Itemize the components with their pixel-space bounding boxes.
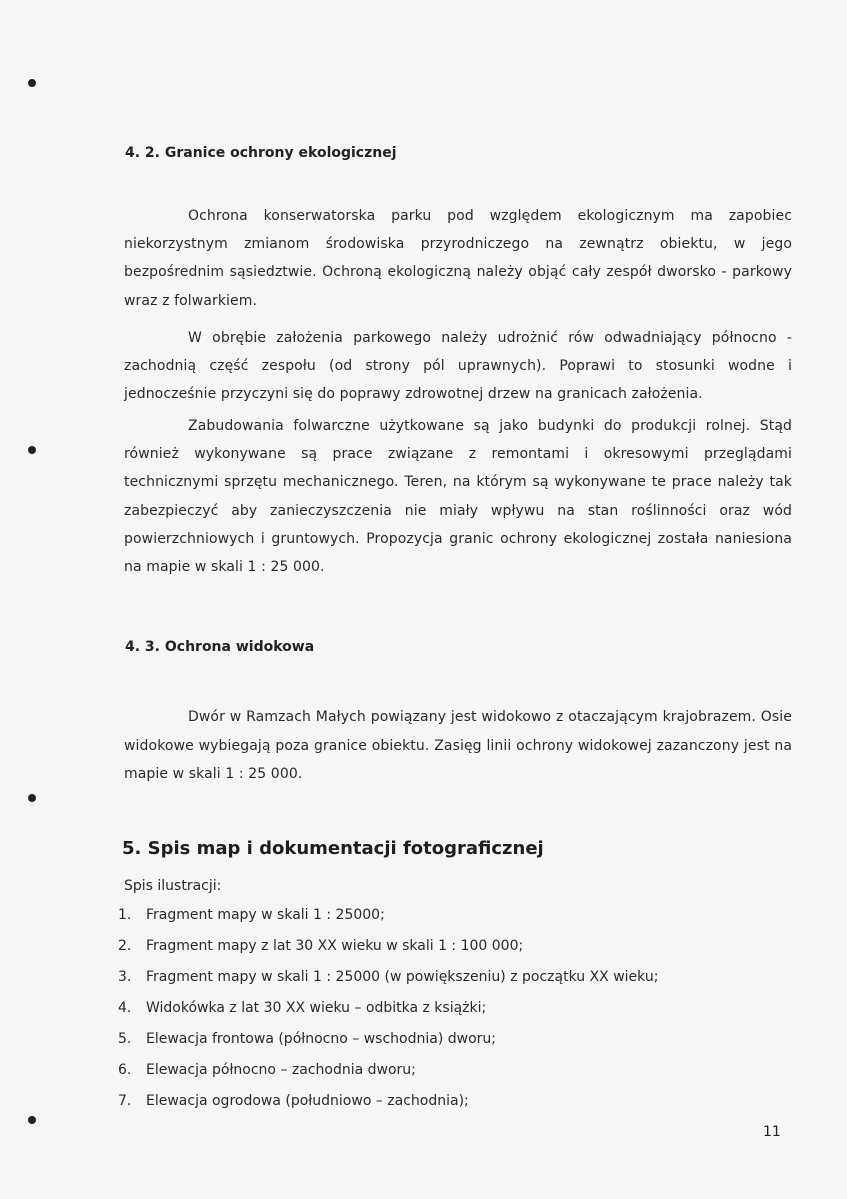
list-item-number: 4. <box>118 1000 132 1016</box>
list-item-text: Elewacja północno – zachodnia dworu; <box>146 1062 416 1078</box>
binder-hole-dot <box>28 794 36 802</box>
illustrations-intro: Spis ilustracji: <box>124 878 222 894</box>
list-item-number: 5. <box>118 1031 132 1047</box>
list-item <box>118 900 658 931</box>
paragraph: Ochrona konserwatorska parku pod względem ekologicznym ma zapobiec niekorzystnym zmianom środowiska przyrodniczego na zewnątrz obiektu, w jego bezpośrednim sąsiedztwie. Ochroną ekologiczną należy objąć cały zespół dworsko - parkowy wraz z folwarkiem. <box>124 208 792 309</box>
list-item-text: Fragment mapy w skali 1 : 25000; <box>146 907 385 923</box>
list-item-text: Fragment mapy w skali 1 : 25000 (w powiększeniu) z początku XX wieku; <box>146 969 659 985</box>
list-item-text: Elewacja frontowa (północno – wschodnia) dworu; <box>146 1031 496 1047</box>
paragraph: Dwór w Ramzach Małych powiązany jest widokowo z otaczającym krajobrazem. Osie widokowe wybiegają poza granice obiektu. Zasięg linii ochrony widokowej zazanczony jest na mapie w skali 1 : 25 000. <box>124 709 792 783</box>
binder-hole-dot <box>28 446 36 454</box>
list-item-text: Elewacja ogrodowa (południowo – zachodnia); <box>146 1093 469 1109</box>
list-item-number: 2. <box>118 938 132 954</box>
binder-hole-dot <box>28 1116 36 1124</box>
list-item-text: Widokówka z lat 30 XX wieku – odbitka z książki; <box>146 1000 487 1016</box>
list-item <box>118 1024 658 1055</box>
list-item-number: 1. <box>118 907 132 923</box>
section-heading-4-3: 4. 3. Ochrona widokowa <box>125 639 315 655</box>
paragraph: Zabudowania folwarczne użytkowane są jako budynki do produkcji rolnej. Stąd również wykonywane są prace związane z remontami i okresowymi przeglądami technicznymi sprzętu mechanicznego. Teren, na którym są wykonywane te prace należy tak zabezpieczyć aby zanieczyszczenia nie miały wpływu na stan roślinności oraz wód powierzchniowych i gruntowych. Propozycja granic ochrony ekologicznej została naniesiona na mapie w skali 1 : 25 000. <box>124 418 792 576</box>
page-number: 11 <box>763 1124 781 1140</box>
list-item-number: 7. <box>118 1093 132 1109</box>
list-item <box>118 931 658 962</box>
illustrations-list <box>118 900 658 1117</box>
binder-hole-dot <box>28 79 36 87</box>
list-item <box>118 993 658 1024</box>
list-item-number: 6. <box>118 1062 132 1078</box>
list-item-text: Fragment mapy z lat 30 XX wieku w skali 1 : 100 000; <box>146 938 524 954</box>
list-item <box>118 962 658 993</box>
list-item-number: 3. <box>118 969 132 985</box>
section-heading-4-2: 4. 2. Granice ochrony ekologicznej <box>125 145 397 161</box>
list-item <box>118 1055 658 1086</box>
list-item <box>118 1086 658 1117</box>
paragraph: W obrębie założenia parkowego należy udrożnić rów odwadniający północno - zachodnią część zespołu (od strony pól uprawnych). Poprawi to stosunki wodne i jednocześnie przyczyni się do poprawy zdrowotnej drzew na granicach założenia. <box>124 330 792 403</box>
section-heading-5: 5. Spis map i dokumentacji fotograficznej <box>122 838 544 859</box>
